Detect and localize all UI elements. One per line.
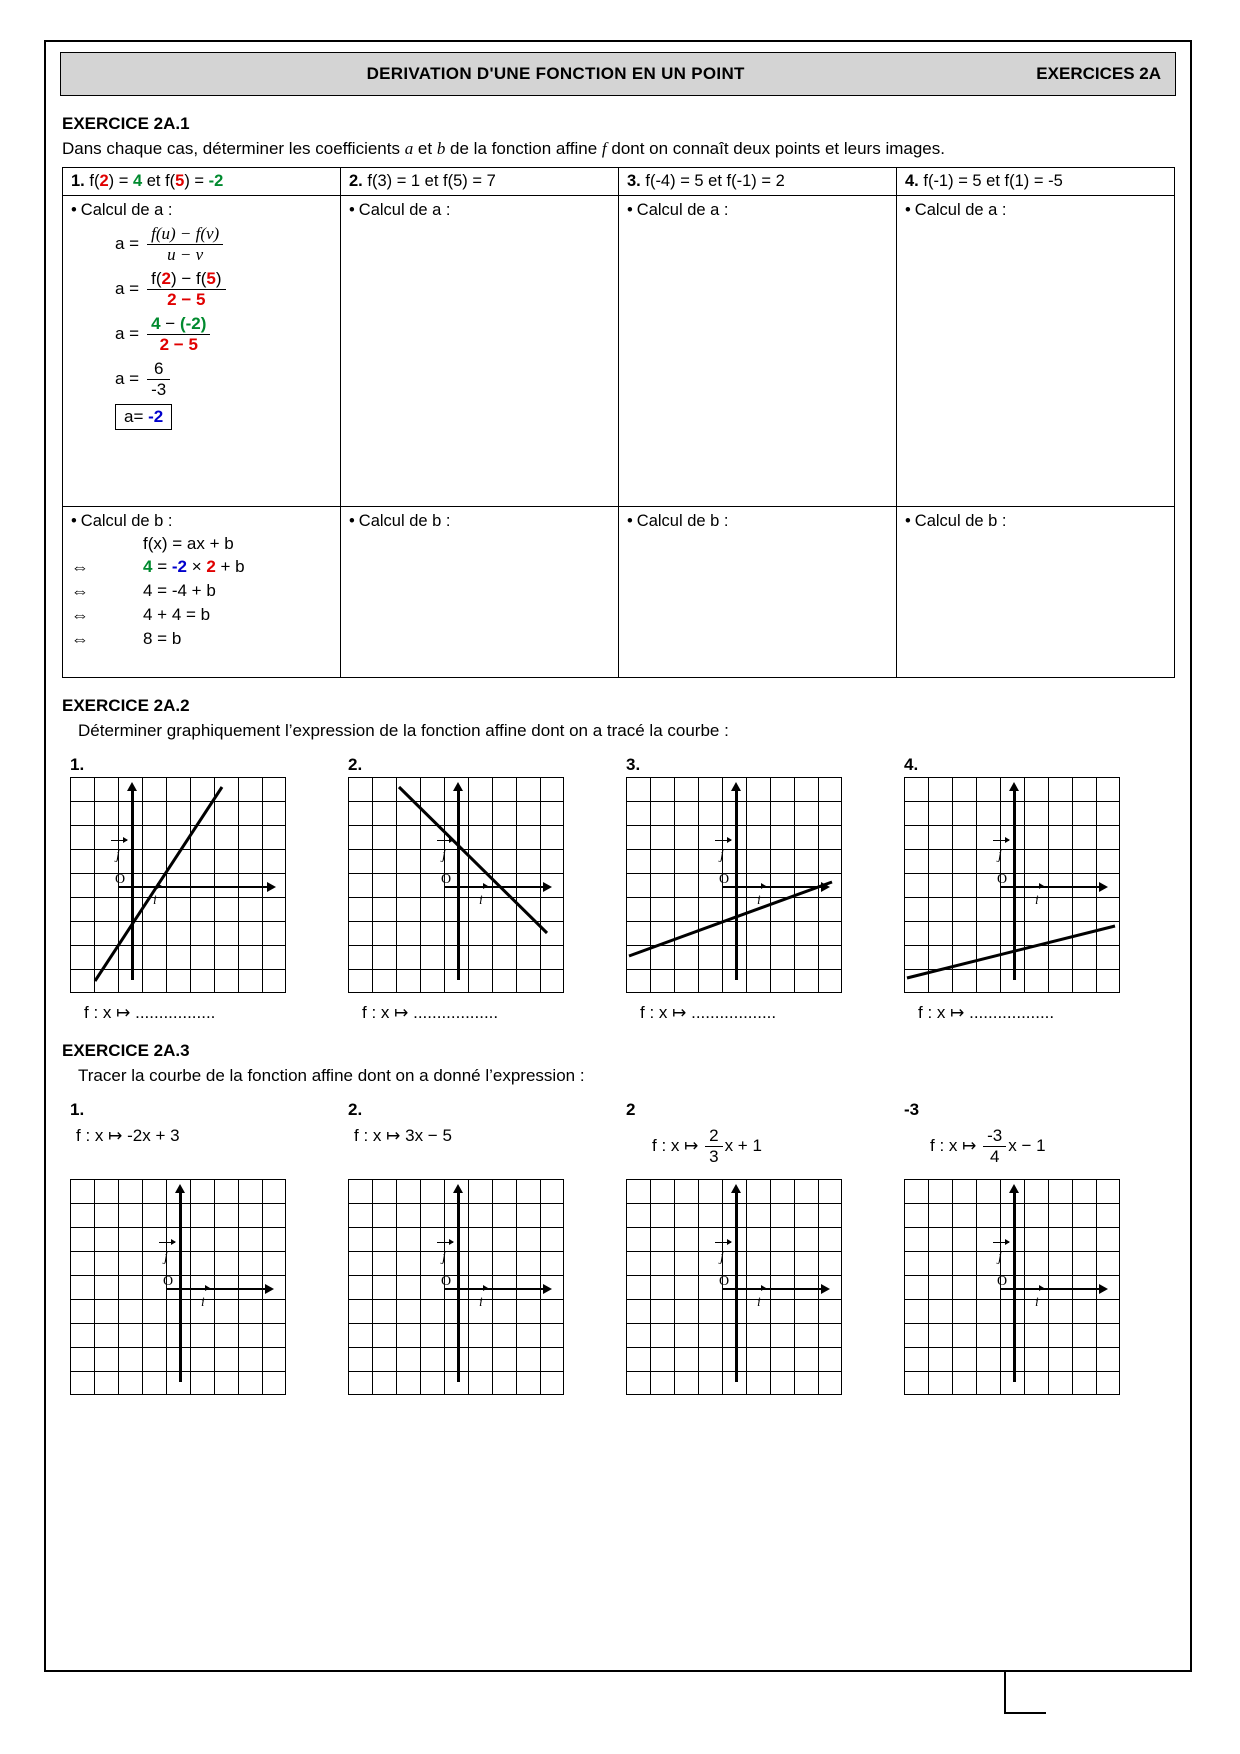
- header-banner: [60, 52, 1176, 96]
- bullet-dot: •: [349, 200, 355, 219]
- bullet-dot: •: [905, 200, 911, 219]
- cell-calcul-a-4[interactable]: [897, 195, 1175, 506]
- calc-b-line-5: [71, 629, 332, 650]
- bullet-dot: •: [905, 511, 911, 530]
- origin-label: O: [719, 871, 730, 887]
- graph-1-answer[interactable]: [84, 1003, 340, 1023]
- graph-item-4: [896, 749, 1174, 1023]
- vector-j-label: j: [116, 847, 120, 863]
- r2: 2: [206, 557, 216, 577]
- lhs: a =: [115, 279, 140, 299]
- blank-graph-item-1: [62, 1179, 340, 1395]
- x-axis-arrow-icon: [1099, 1284, 1108, 1294]
- numerator: [147, 314, 210, 335]
- bullet-dot: •: [349, 511, 355, 530]
- col1-statement: [89, 172, 223, 190]
- calcul-b-label-3: [627, 512, 888, 531]
- calc-a-line-3: [115, 314, 332, 355]
- page-corner-fold: [1004, 1670, 1046, 1714]
- graph-4-canvas[interactable]: [904, 777, 1120, 993]
- graph-4-line: [905, 778, 1118, 991]
- vector-i-label: i: [479, 1293, 483, 1309]
- n2: −: [160, 313, 180, 333]
- graph-2-canvas[interactable]: [348, 777, 564, 993]
- calc-b-line-3: [71, 581, 332, 602]
- denominator: u − v: [167, 244, 204, 264]
- d2: −: [169, 334, 189, 354]
- blank-graph-item-3: [618, 1179, 896, 1395]
- expr-body: 3x − 5: [405, 1125, 452, 1145]
- d1: 2: [167, 289, 177, 309]
- y-axis: [735, 1192, 738, 1382]
- intro-text-1: Dans chaque cas, déterminer les coefficients: [62, 139, 405, 158]
- vector-i-label: i: [757, 1293, 761, 1309]
- d3: 5: [196, 289, 206, 309]
- denominator: [147, 335, 210, 355]
- fraction: [147, 314, 210, 355]
- y-axis-arrow-icon: [453, 1184, 463, 1193]
- calc-b-line-1: [71, 534, 332, 554]
- label-text: Calcul de a :: [636, 200, 729, 219]
- origin-label: O: [441, 871, 452, 887]
- d3: 5: [188, 334, 198, 354]
- equiv-symbol: ⇔: [71, 556, 89, 577]
- expr-4: [930, 1126, 1174, 1167]
- answer-blank: .................: [135, 1002, 216, 1022]
- vector-i-label: i: [153, 891, 157, 907]
- b-line5: 8 = b: [143, 629, 182, 649]
- exercise-3-graphs: [62, 1179, 1180, 1395]
- vector-j-arrow-icon: [159, 1242, 175, 1244]
- header-exercise-code: EXERCICES 2A: [1036, 64, 1161, 83]
- graph-3-canvas[interactable]: [626, 777, 842, 993]
- expr-item-4: [896, 1094, 1174, 1167]
- s1: f(: [89, 171, 100, 190]
- graph-1-number: 1.: [70, 754, 85, 774]
- intro-text-3: de la fonction affine: [445, 139, 602, 158]
- fraction: [983, 1126, 1006, 1167]
- table-header-cell-3: [619, 167, 897, 195]
- col4-num: 4.: [905, 171, 919, 190]
- cell-calcul-b-2[interactable]: [341, 506, 619, 677]
- table-header-cell-1: [63, 167, 341, 195]
- graph-2-answer[interactable]: [362, 1003, 618, 1023]
- table-row: [63, 167, 1175, 195]
- s8: -2: [208, 171, 224, 190]
- intro-var-b: b: [436, 139, 446, 158]
- vector-i-label: i: [1035, 1293, 1039, 1309]
- calc-a-line-1: [115, 224, 332, 265]
- denominator: [147, 290, 225, 310]
- expr-1-number: 1.: [70, 1099, 85, 1119]
- label-text: Calcul de b :: [636, 511, 729, 530]
- col1-num: 1.: [71, 171, 85, 190]
- s5: et f(: [142, 171, 176, 190]
- answer-prefix: f : x ↦: [918, 1002, 965, 1022]
- origin-label: O: [163, 1273, 174, 1289]
- answer-prefix: f : x ↦: [640, 1002, 687, 1022]
- b-line2: [143, 557, 245, 577]
- vector-j-label: j: [442, 847, 446, 863]
- graph-3-number: 3.: [626, 754, 641, 774]
- blank-graph-item-4: [896, 1179, 1174, 1395]
- calcul-a-label-2: [349, 201, 610, 220]
- graph-item-2: [340, 749, 618, 1023]
- p2: 2: [161, 268, 171, 288]
- numerator: -3: [983, 1126, 1006, 1147]
- expr-prefix: f : x ↦: [354, 1125, 401, 1145]
- calc-a-result-box: [115, 404, 172, 430]
- numerator: 2: [705, 1126, 722, 1147]
- expr-item-3: [618, 1094, 896, 1167]
- vector-i-label: i: [479, 891, 483, 907]
- b-line3: 4 = -4 + b: [143, 581, 216, 601]
- p3: ) − f(: [170, 268, 207, 288]
- label-text: Calcul de a :: [358, 200, 451, 219]
- cell-calcul-a-3[interactable]: [619, 195, 897, 506]
- vector-j-label: j: [998, 847, 1002, 863]
- expr-4-number: -3: [904, 1099, 920, 1119]
- fraction: [147, 224, 223, 265]
- exercise-2-title: EXERCICE 2A.2: [62, 695, 190, 715]
- y-axis: [179, 1192, 182, 1382]
- p5: ): [215, 268, 222, 288]
- e1: =: [152, 557, 172, 577]
- label-text: Calcul de b :: [80, 511, 173, 530]
- intro-var-f: f: [601, 139, 607, 158]
- graph-4-answer[interactable]: [918, 1003, 1174, 1023]
- expr-tail: x + 1: [724, 1136, 762, 1156]
- expr-tail: x − 1: [1008, 1136, 1046, 1156]
- x-axis: [167, 1288, 267, 1291]
- expr-prefix: f : x ↦: [652, 1136, 699, 1156]
- graph-3-answer[interactable]: [640, 1003, 896, 1023]
- answer-blank: ..................: [691, 1002, 777, 1022]
- exercise-3-expressions: [62, 1094, 1180, 1167]
- graph-3-line: [627, 778, 840, 991]
- equiv-symbol: ⇔: [71, 628, 89, 649]
- vector-j-label: j: [720, 1249, 724, 1265]
- col4-statement: f(-1) = 5 et f(1) = -5: [923, 171, 1063, 190]
- x-axis-arrow-icon: [821, 1284, 830, 1294]
- d1: 2: [159, 334, 170, 354]
- vector-i-label: i: [757, 891, 761, 907]
- calc-b-line-4: [71, 605, 332, 626]
- y-axis-arrow-icon: [731, 1184, 741, 1193]
- p4: 5: [206, 268, 216, 288]
- label-text: Calcul de a :: [914, 200, 1007, 219]
- vector-j-label: j: [720, 847, 724, 863]
- calcul-a-label-3: [627, 201, 888, 220]
- equiv-symbol: ⇔: [71, 604, 89, 625]
- calcul-a-label-1: [71, 201, 332, 220]
- lhs: a =: [115, 234, 140, 254]
- fraction: [147, 359, 170, 400]
- expr-3-number: 2: [626, 1099, 636, 1119]
- vector-i-arrow-icon: [471, 1288, 487, 1290]
- denominator: 3: [709, 1146, 719, 1166]
- col3-statement: f(-4) = 5 et f(-1) = 2: [645, 171, 785, 190]
- end: + b: [215, 557, 245, 577]
- bullet-dot: •: [627, 200, 633, 219]
- intro-text-2: et: [413, 139, 437, 158]
- calcul-b-label-2: [349, 512, 610, 531]
- calc-a-line-2: [115, 269, 332, 310]
- blank-graph-2-canvas[interactable]: [348, 1179, 564, 1395]
- blank-graph-3-canvas[interactable]: [626, 1179, 842, 1395]
- vector-j-label: j: [442, 1249, 446, 1265]
- vector-j-arrow-icon: [715, 1242, 731, 1244]
- origin-label: O: [997, 1273, 1008, 1289]
- vector-i-label: i: [201, 1293, 205, 1309]
- equiv-symbol: ⇔: [71, 580, 89, 601]
- s4: 4: [132, 171, 143, 190]
- header-title: DERIVATION D'UNE FONCTION EN UN POINT: [366, 64, 745, 83]
- s2: 2: [99, 171, 109, 190]
- vector-j-label: j: [998, 1249, 1002, 1265]
- table-row: [63, 506, 1175, 677]
- s6: 5: [175, 171, 185, 190]
- answer-blank: ..................: [413, 1002, 499, 1022]
- col2-num: 2.: [349, 171, 363, 190]
- origin-label: O: [719, 1273, 730, 1289]
- answer-prefix: f : x ↦: [362, 1002, 409, 1022]
- x-axis-arrow-icon: [543, 1284, 552, 1294]
- lhs: a =: [115, 369, 140, 389]
- label-text: Calcul de b :: [358, 511, 451, 530]
- b-line4: 4 + 4 = b: [143, 605, 211, 625]
- vector-j-arrow-icon: [993, 1242, 1009, 1244]
- x-axis: [1001, 1288, 1101, 1291]
- cell-calcul-b-3[interactable]: [619, 506, 897, 677]
- fraction: [705, 1126, 722, 1167]
- label-text: Calcul de a :: [80, 200, 173, 219]
- numerator: f(u) − f(v): [147, 224, 223, 245]
- expr-3: [652, 1126, 896, 1167]
- expr-item-2: [340, 1094, 618, 1167]
- table-header-cell-4: [897, 167, 1175, 195]
- vector-i-label: i: [1035, 891, 1039, 907]
- bullet-dot: •: [71, 200, 77, 219]
- exercise-2-intro: Déterminer graphiquement l’expression de la fonction affine dont on a tracé la courbe :: [78, 720, 729, 740]
- graph-1-line: [71, 778, 284, 991]
- x-axis: [723, 1288, 823, 1291]
- bullet-dot: •: [627, 511, 633, 530]
- exercise-1-table: [62, 167, 1175, 678]
- blank-graph-1-canvas[interactable]: [70, 1179, 286, 1395]
- lhs: a =: [115, 324, 140, 344]
- y-axis: [1013, 1192, 1016, 1382]
- denominator: -3: [151, 379, 167, 399]
- label-text: Calcul de b :: [914, 511, 1007, 530]
- graph-2-number: 2.: [348, 754, 363, 774]
- d2: −: [176, 289, 196, 309]
- calc-b-line-2: [71, 557, 332, 578]
- expr-2: [354, 1126, 618, 1146]
- expr-2-number: 2.: [348, 1099, 363, 1119]
- n1: 4: [151, 313, 161, 333]
- expr-1: [76, 1126, 340, 1146]
- x-axis-arrow-icon: [265, 1284, 274, 1294]
- table-header-cell-2: [341, 167, 619, 195]
- calcul-b-label-4: [905, 512, 1166, 531]
- y-axis: [457, 1192, 460, 1382]
- blank-graph-4-canvas[interactable]: [904, 1179, 1120, 1395]
- origin-label: O: [115, 871, 126, 887]
- graph-item-1: [62, 749, 340, 1023]
- exercise-1-intro: [62, 138, 1174, 161]
- exercise-1-title: EXERCICE 2A.1: [62, 114, 190, 133]
- graph-4-number: 4.: [904, 754, 919, 774]
- answer-blank: ..................: [969, 1002, 1055, 1022]
- exercise-3-title: EXERCICE 2A.3: [62, 1040, 190, 1060]
- page-content: [56, 52, 1180, 1395]
- expr-body: -2x + 3: [127, 1125, 180, 1145]
- y-axis-arrow-icon: [1009, 1184, 1019, 1193]
- bullet-dot: •: [71, 511, 77, 530]
- vector-i-arrow-icon: [1027, 1288, 1043, 1290]
- vector-j-arrow-icon: [437, 1242, 453, 1244]
- vector-i-arrow-icon: [749, 1288, 765, 1290]
- expr-prefix: f : x ↦: [930, 1136, 977, 1156]
- cell-calcul-b-4[interactable]: [897, 506, 1175, 677]
- calcul-a-label-4: [905, 201, 1166, 220]
- numerator: [147, 269, 225, 290]
- t1: ×: [186, 557, 207, 577]
- col3-num: 3.: [627, 171, 641, 190]
- cell-calcul-a-2[interactable]: [341, 195, 619, 506]
- exercise-3-intro: Tracer la courbe de la fonction affine dont on a donné l’expression :: [78, 1065, 585, 1085]
- b-line1: [143, 534, 234, 554]
- answer-prefix: f : x ↦: [84, 1002, 131, 1022]
- n3: (-2): [179, 313, 207, 333]
- col2-statement: f(3) = 1 et f(5) = 7: [367, 171, 496, 190]
- graph-2-line: [349, 778, 562, 991]
- denominator: 4: [989, 1146, 1000, 1166]
- table-row: [63, 195, 1175, 506]
- expr-prefix: f : x ↦: [76, 1125, 123, 1145]
- calcul-b-label-1: [71, 512, 332, 531]
- graph-1-canvas[interactable]: [70, 777, 286, 993]
- expr-item-1: [62, 1094, 340, 1167]
- b1: -2: [171, 557, 187, 577]
- x-axis: [445, 1288, 545, 1291]
- p1: f(: [151, 268, 162, 288]
- txt: f(x) = ax + b: [143, 533, 234, 553]
- vector-j-label: j: [164, 1249, 168, 1265]
- numerator: 6: [147, 359, 170, 380]
- intro-var-a: a: [404, 139, 414, 158]
- origin-label: O: [441, 1273, 452, 1289]
- vector-i-arrow-icon: [193, 1288, 209, 1290]
- cell-calcul-b-1: [63, 506, 341, 677]
- result-value: -2: [148, 406, 164, 426]
- intro-text-4: dont on connaît deux points et leurs images.: [606, 139, 945, 158]
- result-lhs: a=: [124, 406, 144, 426]
- g1: 4: [143, 557, 153, 577]
- cell-calcul-a-1: [63, 195, 341, 506]
- y-axis-arrow-icon: [175, 1184, 185, 1193]
- s7: ) =: [184, 171, 209, 190]
- fraction: [147, 269, 225, 310]
- graph-item-3: [618, 749, 896, 1023]
- blank-graph-item-2: [340, 1179, 618, 1395]
- origin-label: O: [997, 871, 1008, 887]
- calc-a-line-4: [115, 359, 332, 400]
- exercise-2-graphs: [62, 749, 1180, 1023]
- s3: ) =: [108, 171, 133, 190]
